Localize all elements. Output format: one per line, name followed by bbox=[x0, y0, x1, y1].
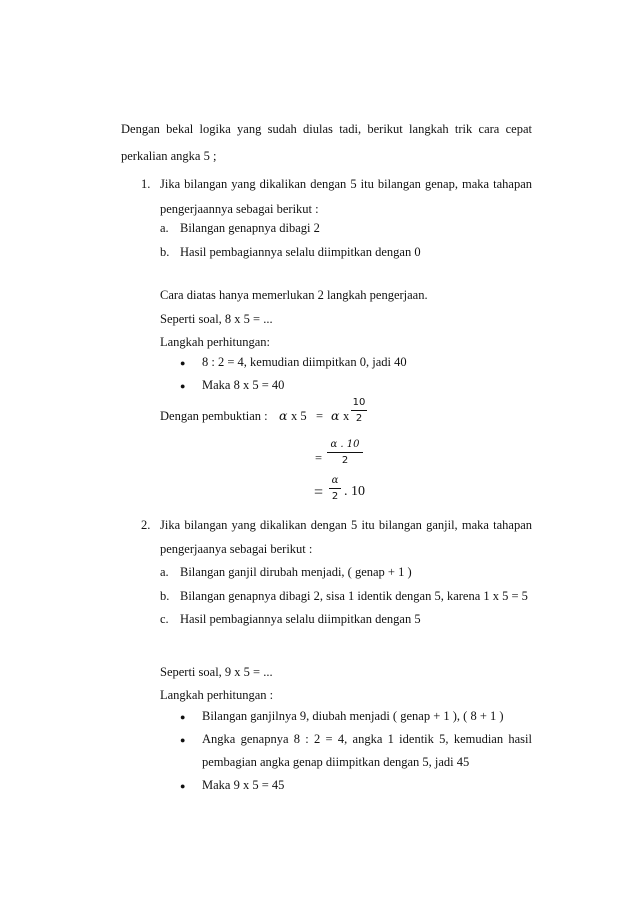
bullet-icon: ● bbox=[180, 781, 186, 791]
section-2-item-label-a: a. bbox=[160, 565, 169, 579]
proof-var-2: α bbox=[331, 408, 340, 423]
bullet-icon: ● bbox=[180, 381, 186, 391]
section-1-steps-title: Langkah perhitungan: bbox=[160, 335, 271, 349]
fraction-1-denominator: 2 bbox=[355, 413, 363, 424]
proof-times: x bbox=[343, 409, 350, 423]
proof-eq-1: = bbox=[316, 409, 324, 423]
bullet-icon: ● bbox=[180, 735, 186, 745]
section-1-item-a: Bilangan genapnya dibagi 2 bbox=[180, 221, 320, 235]
bullet-icon: ● bbox=[180, 712, 186, 722]
section-2-item-a: Bilangan ganjil dirubah menjadi, ( genap + 1 ) bbox=[180, 565, 412, 579]
section-2-line-1: Jika bilangan yang dikalikan dengan 5 itu bilangan ganjil, maka tahapan bbox=[160, 518, 532, 532]
fraction-bar bbox=[351, 410, 367, 411]
section-1-item-label-b: b. bbox=[160, 245, 170, 259]
section-2-bullet-2: Angka genapnya 8 : 2 = 4, angka 1 identik 5, kemudian hasil bbox=[202, 732, 532, 746]
fraction-1 bbox=[350, 397, 368, 425]
fraction-bar bbox=[329, 488, 341, 489]
fraction-3 bbox=[328, 475, 342, 503]
fraction-2-denominator: 2 bbox=[341, 455, 349, 466]
proof-times-five: x 5 bbox=[291, 409, 307, 423]
section-2-bullet-1: Bilangan ganjilnya 9, diubah menjadi ( genap + 1 ), ( 8 + 1 ) bbox=[202, 709, 504, 723]
proof-tail: . 10 bbox=[344, 484, 365, 499]
section-2-item-c: Hasil pembagiannya selalu diimpitkan dengan 5 bbox=[180, 612, 421, 626]
section-1-item-b: Hasil pembagiannya selalu diimpitkan dengan 0 bbox=[180, 245, 421, 259]
intro-line-2: perkalian angka 5 ; bbox=[121, 149, 217, 163]
section-2-example: Seperti soal, 9 x 5 = ... bbox=[160, 665, 273, 679]
intro-line-1: Dengan bekal logika yang sudah diulas tadi, berikut langkah trik cara cepat bbox=[121, 122, 532, 136]
section-1-number: 1. bbox=[141, 177, 151, 191]
proof-eq-3: = bbox=[314, 484, 324, 501]
section-2-item-b: Bilangan genapnya dibagi 2, sisa 1 identik dengan 5, karena 1 x 5 = 5 bbox=[180, 589, 528, 603]
section-2-item-label-c: c. bbox=[160, 612, 169, 626]
section-1-line-2: pengerjaannya sebagai berikut : bbox=[160, 202, 319, 216]
section-2-line-2: pengerjaanya sebagai berikut : bbox=[160, 542, 313, 556]
section-2-bullet-2-cont: pembagian angka genap diimpitkan dengan 5, jadi 45 bbox=[202, 755, 470, 769]
fraction-2 bbox=[326, 439, 364, 467]
section-2-steps-title: Langkah perhitungan : bbox=[160, 688, 274, 702]
fraction-bar bbox=[327, 452, 363, 453]
section-2-number: 2. bbox=[141, 518, 151, 532]
section-1-bullet-2: Maka 8 x 5 = 40 bbox=[202, 378, 285, 392]
section-2-bullet-3: Maka 9 x 5 = 45 bbox=[202, 778, 285, 792]
proof-eq-2: = bbox=[315, 451, 323, 465]
section-1-item-label-a: a. bbox=[160, 221, 169, 235]
section-1-example: Seperti soal, 8 x 5 = ... bbox=[160, 312, 273, 326]
fraction-2-numerator: α . 10 bbox=[330, 439, 360, 450]
section-1-note: Cara diatas hanya memerlukan 2 langkah pengerjaan. bbox=[160, 288, 428, 302]
fraction-1-numerator: 10 bbox=[352, 397, 366, 408]
bullet-icon: ● bbox=[180, 358, 186, 368]
proof-var: α bbox=[279, 408, 288, 423]
section-1-line-1: Jika bilangan yang dikalikan dengan 5 itu bilangan genap, maka tahapan bbox=[160, 177, 532, 191]
section-2-item-label-b: b. bbox=[160, 589, 170, 603]
fraction-3-numerator: α bbox=[331, 475, 339, 486]
proof-label: Dengan pembuktian : bbox=[160, 409, 268, 423]
section-1-bullet-1: 8 : 2 = 4, kemudian diimpitkan 0, jadi 40 bbox=[202, 355, 407, 369]
fraction-3-denominator: 2 bbox=[331, 491, 339, 502]
